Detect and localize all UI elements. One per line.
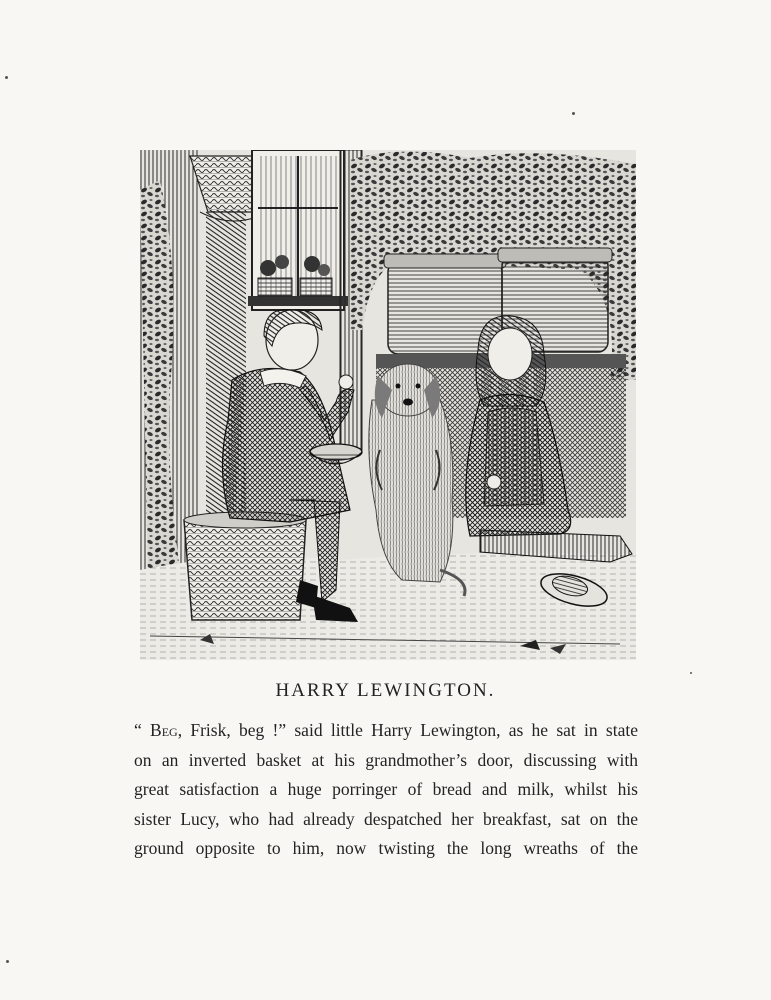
ink-speck xyxy=(572,112,575,115)
ink-speck xyxy=(690,672,692,674)
text-line: on an inverted basket at his grandmother’s door, discussing with xyxy=(134,749,638,770)
opening-quote: “ xyxy=(134,720,151,740)
body-paragraph xyxy=(134,716,638,864)
engraving-svg xyxy=(140,150,636,660)
line-1-rest: Frisk, beg !” said little Harry Lewington, as he sat in state xyxy=(182,720,638,740)
chapter-title: HARRY LEWINGTON. xyxy=(275,680,496,701)
text-line: ground opposite to him, now twisting the long wreaths of the xyxy=(134,838,638,858)
text-line: great satisfaction a huge porringer of bread and milk, whilst his xyxy=(134,779,638,799)
text-line xyxy=(134,716,638,746)
ink-speck xyxy=(5,76,8,79)
ink-speck xyxy=(6,960,9,963)
engraving-illustration xyxy=(140,150,636,660)
text-line: sister Lucy, who had already despatched her breakfast, sat on the xyxy=(134,808,638,829)
opening-word: Beg, xyxy=(150,720,183,740)
